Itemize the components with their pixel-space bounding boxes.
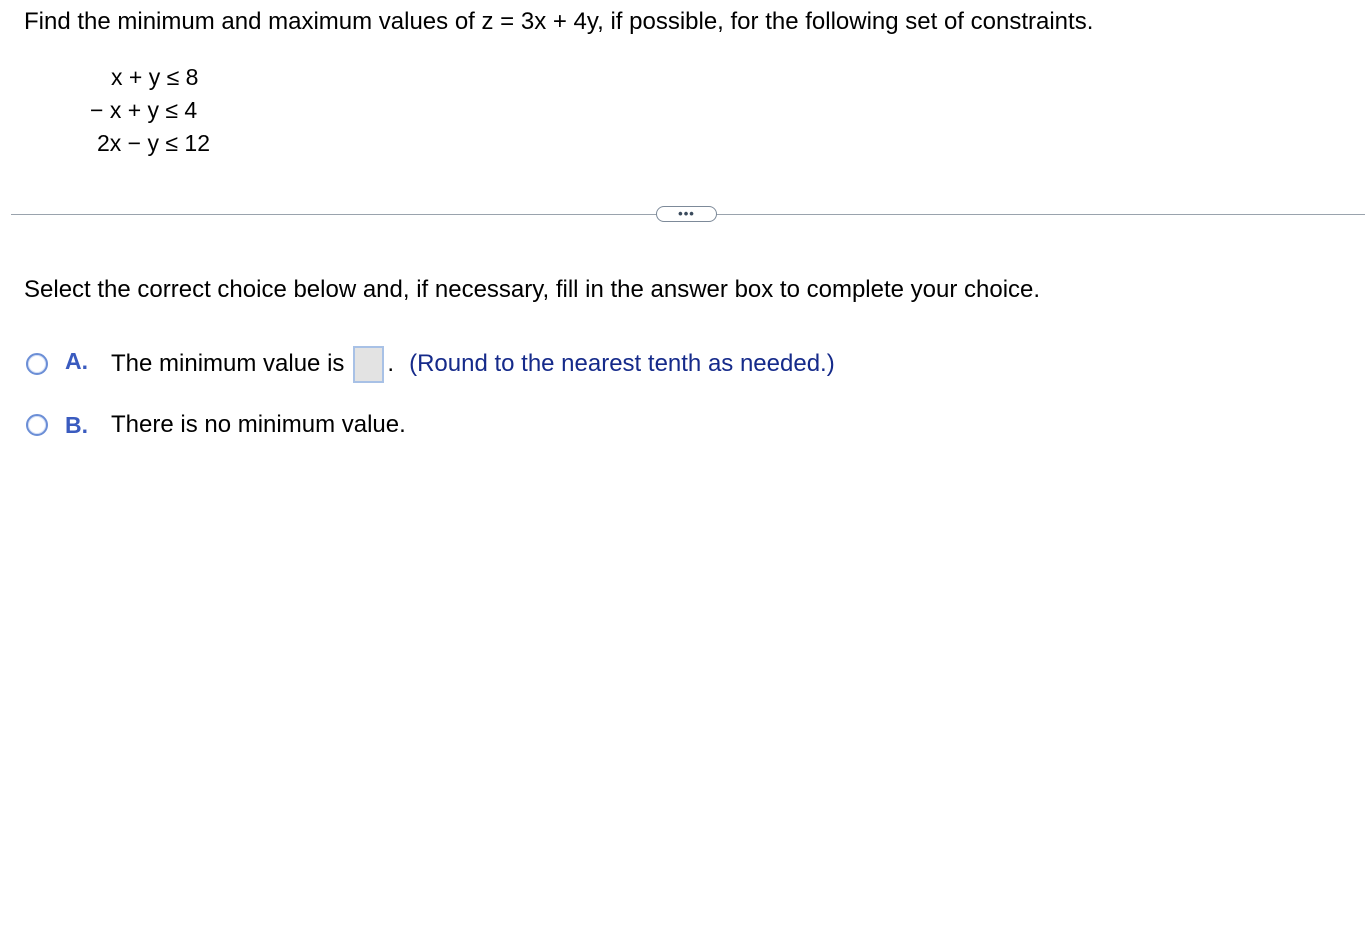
question-text: Find the minimum and maximum values of z = 3x + 4y, if possible, for the following set of constraints. xyxy=(24,8,1094,35)
answer-input-box[interactable] xyxy=(353,346,384,383)
choice-a-radio[interactable] xyxy=(26,353,48,375)
more-dots-icon: ••• xyxy=(678,206,695,221)
instruction-text: Select the correct choice below and, if necessary, fill in the answer box to complete your choice. xyxy=(24,276,1041,303)
constraint-1: x + y ≤ 8 xyxy=(111,64,199,90)
choice-b-radio[interactable] xyxy=(26,414,48,436)
choice-a-text: The minimum value is xyxy=(111,350,345,377)
answer-period: . xyxy=(387,350,395,377)
constraint-3: 2x − y ≤ 12 xyxy=(97,130,210,156)
choice-a[interactable] xyxy=(26,344,835,384)
choice-b-text: There is no minimum value. xyxy=(111,411,406,438)
choice-b-letter: B. xyxy=(65,411,88,438)
constraint-2: − x + y ≤ 4 xyxy=(90,97,198,123)
choice-a-letter: A. xyxy=(65,347,88,374)
choice-b[interactable] xyxy=(26,405,406,445)
rounding-hint: (Round to the nearest tenth as needed.) xyxy=(409,350,835,377)
expand-more-button[interactable] xyxy=(656,206,717,222)
